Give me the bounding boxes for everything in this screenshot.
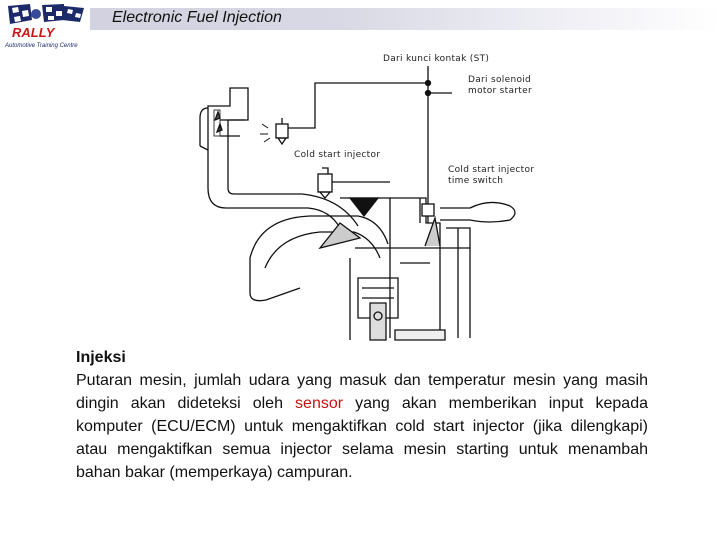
label-switch-1: Cold start injector (448, 165, 535, 175)
cold-start-injector (260, 118, 288, 144)
label-injector: Cold start injector (294, 150, 381, 160)
rally-logo (2, 2, 88, 50)
piston (395, 330, 445, 340)
label-switch-2: time switch (448, 176, 504, 186)
logo-subtext: Automotive Training Centre (5, 43, 78, 49)
sensor-highlight: sensor (295, 395, 344, 412)
page-title: Electronic Fuel Injection (112, 9, 282, 26)
body-paragraph (76, 369, 648, 484)
label-key: Dari kunci kontak (ST) (383, 54, 490, 64)
label-solenoid-1: Dari solenoid (468, 75, 532, 85)
logo-text: RALLY (12, 25, 55, 40)
fuel-injector (318, 168, 390, 198)
text-before: Putaran mesin, jumlah udara yang masuk dan temperatur mesin yang masih dingin akan dideteksi oleh (76, 372, 648, 412)
content-section (76, 346, 648, 484)
text-after: yang akan memberikan input kepada komputer (ECU/ECM) untuk mengaktifkan cold start injector (jika dilengkapi) atau mengaktifkan semua injector selama mesin starting untuk menambah bahan bakar (memperkaya) campuran. (76, 395, 648, 481)
wiring-lines (286, 66, 452, 208)
label-solenoid-2: motor starter (468, 86, 532, 96)
engine-diagram (190, 48, 550, 343)
checkered-flag-icon (8, 4, 84, 24)
section-heading: Injeksi (76, 349, 126, 366)
cylinder-block (250, 198, 470, 340)
